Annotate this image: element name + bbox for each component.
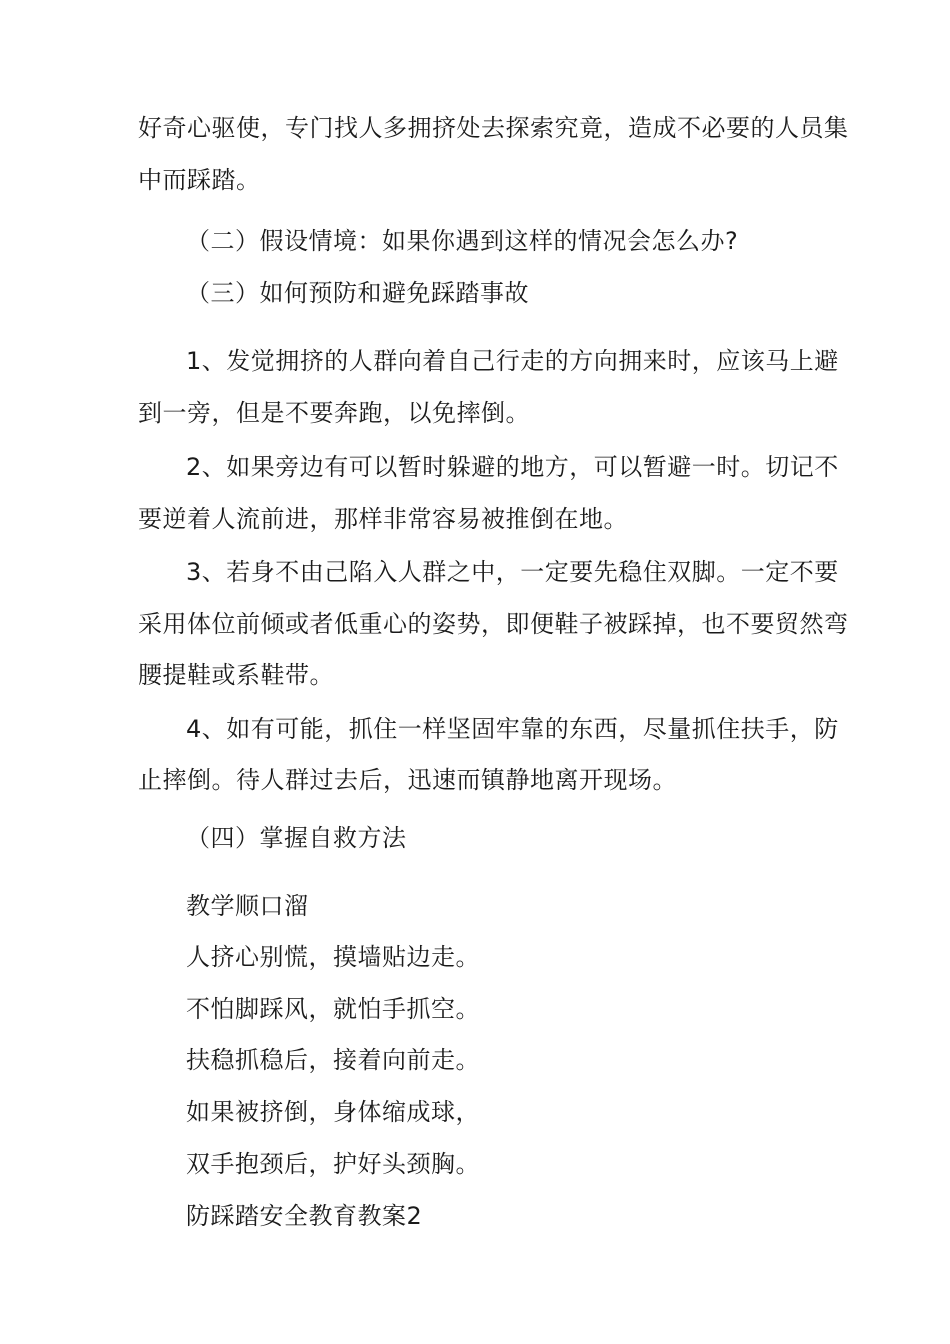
item-1-line-1: 1、发觉拥挤的人群向着自己行走的方向拥来时，应该马上避 bbox=[186, 347, 839, 375]
item-3-line-3: 腰提鞋或系鞋带。 bbox=[138, 661, 334, 689]
rhyme-line: 如果被挤倒，身体缩成球， bbox=[186, 1098, 480, 1126]
next-lesson-title: 防踩踏安全教育教案2 bbox=[186, 1202, 423, 1230]
intro-paragraph-line-1: 好奇心驱使，专门找人多拥挤处去探索究竟，造成不必要的人员集 bbox=[138, 114, 849, 142]
section-heading-three: （三）如何预防和避免踩踏事故 bbox=[186, 279, 529, 307]
rhyme-line: 扶稳抓稳后，接着向前走。 bbox=[186, 1046, 480, 1074]
item-4-line-1: 4、如有可能，抓住一样坚固牢靠的东西，尽量抓住扶手，防 bbox=[186, 715, 839, 743]
item-1-line-2: 到一旁，但是不要奔跑，以免摔倒。 bbox=[138, 399, 530, 427]
rhyme-title: 教学顺口溜 bbox=[186, 892, 309, 920]
item-2-line-1: 2、如果旁边有可以暂时躲避的地方，可以暂避一时。切记不 bbox=[186, 453, 839, 481]
item-4-line-2: 止摔倒。待人群过去后，迅速而镇静地离开现场。 bbox=[138, 766, 677, 794]
rhyme-line: 人挤心别慌，摸墙贴边走。 bbox=[186, 943, 480, 971]
section-heading-four: （四）掌握自救方法 bbox=[186, 824, 407, 852]
section-heading-two: （二）假设情境：如果你遇到这样的情况会怎么办? bbox=[186, 227, 739, 255]
rhyme-line: 双手抱颈后，护好头颈胸。 bbox=[186, 1150, 480, 1178]
rhyme-line: 不怕脚踩风，就怕手抓空。 bbox=[186, 995, 480, 1023]
item-3-line-1: 3、若身不由己陷入人群之中，一定要先稳住双脚。一定不要 bbox=[186, 558, 839, 586]
item-3-line-2: 采用体位前倾或者低重心的姿势，即便鞋子被踩掉，也不要贸然弯 bbox=[138, 610, 849, 638]
item-2-line-2: 要逆着人流前进，那样非常容易被推倒在地。 bbox=[138, 505, 628, 533]
intro-paragraph-line-2: 中而踩踏。 bbox=[138, 166, 261, 194]
